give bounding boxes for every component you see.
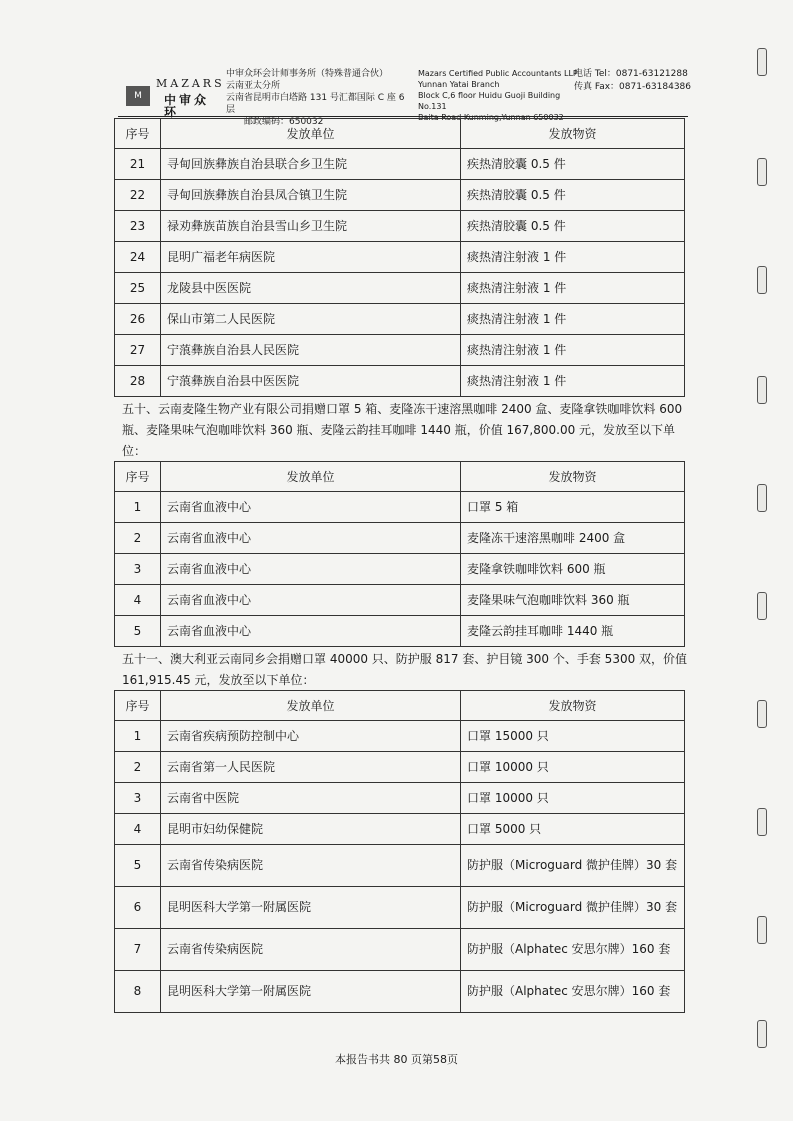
row-number: 1	[115, 721, 161, 752]
row-number: 5	[115, 616, 161, 647]
row-number: 1	[115, 492, 161, 523]
table-row	[115, 335, 685, 366]
row-item: 痰热清注射液 1 件	[461, 366, 685, 397]
row-item: 疾热清胶囊 0.5 件	[461, 180, 685, 211]
table-row	[115, 585, 685, 616]
table-row	[115, 273, 685, 304]
firm-logo	[118, 68, 225, 119]
table-row	[115, 366, 685, 397]
table-row	[115, 783, 685, 814]
section-50-paragraph: 五十、云南麦隆生物产业有限公司捐赠口罩 5 箱、麦隆冻干速溶黑咖啡 2400 盒、麦隆拿铁咖啡饮料 600 瓶、麦隆果味气泡咖啡饮料 360 瓶、麦隆云韵挂耳咖啡 1440 瓶，价值 167,800.00 元，发放至以下单位：	[122, 402, 683, 458]
table-row	[115, 523, 685, 554]
table-row	[115, 211, 685, 242]
row-unit: 昆明医科大学第一附属医院	[161, 971, 461, 1013]
row-number: 3	[115, 783, 161, 814]
row-item: 痰热清注射液 1 件	[461, 273, 685, 304]
row-number: 7	[115, 929, 161, 971]
table-row	[115, 149, 685, 180]
binder-hole	[757, 266, 767, 294]
row-item: 防护服（Alphatec 安思尔牌）160 套	[461, 929, 685, 971]
letterhead	[118, 60, 692, 127]
row-number: 27	[115, 335, 161, 366]
row-unit: 云南省血液中心	[161, 616, 461, 647]
row-number: 4	[115, 814, 161, 845]
row-item: 口罩 5000 只	[461, 814, 685, 845]
header-item: 发放物资	[461, 691, 685, 721]
table-row	[115, 814, 685, 845]
row-number: 5	[115, 845, 161, 887]
address-en-2: Baita Road Kunming,Yunnan 650032	[418, 113, 564, 122]
row-item: 麦隆果味气泡咖啡饮料 360 瓶	[461, 585, 685, 616]
row-item: 口罩 5 箱	[461, 492, 685, 523]
row-unit: 宁蒗彝族自治县人民医院	[161, 335, 461, 366]
logo-brand: MAZARS	[156, 77, 225, 90]
row-unit: 保山市第二人民医院	[161, 304, 461, 335]
table-header-row	[115, 691, 685, 721]
row-unit: 禄劝彝族苗族自治县雪山乡卫生院	[161, 211, 461, 242]
binder-hole	[757, 376, 767, 404]
table-header-row	[115, 119, 685, 149]
binder-hole	[757, 592, 767, 620]
firm-info-en	[418, 68, 578, 123]
row-item: 疾热清胶囊 0.5 件	[461, 211, 685, 242]
row-number: 6	[115, 887, 161, 929]
section-51-paragraph: 五十一、澳大利亚云南同乡会捐赠口罩 40000 只、防护服 817 套、护目镜 300 个、手套 5300 双，价值 161,915.45 元，发放至以下单位：	[122, 652, 688, 687]
header-no: 序号	[115, 691, 161, 721]
row-number: 26	[115, 304, 161, 335]
binder-hole	[757, 700, 767, 728]
table-row	[115, 616, 685, 647]
distribution-table-3	[114, 690, 685, 1013]
binder-hole	[757, 1020, 767, 1048]
table-row	[115, 971, 685, 1013]
table-row	[115, 845, 685, 887]
row-number: 22	[115, 180, 161, 211]
row-unit: 云南省传染病医院	[161, 929, 461, 971]
header-item: 发放物资	[461, 119, 685, 149]
row-number: 28	[115, 366, 161, 397]
table-row	[115, 242, 685, 273]
row-unit: 昆明广福老年病医院	[161, 242, 461, 273]
row-unit: 云南省疾病预防控制中心	[161, 721, 461, 752]
row-unit: 龙陵县中医医院	[161, 273, 461, 304]
contact-info	[574, 68, 694, 94]
row-number: 25	[115, 273, 161, 304]
binder-hole	[757, 48, 767, 76]
header-no: 序号	[115, 462, 161, 492]
table-row	[115, 752, 685, 783]
row-item: 麦隆拿铁咖啡饮料 600 瓶	[461, 554, 685, 585]
table-row	[115, 721, 685, 752]
table-row	[115, 929, 685, 971]
header-unit: 发放单位	[161, 691, 461, 721]
row-unit: 云南省血液中心	[161, 585, 461, 616]
row-number: 23	[115, 211, 161, 242]
header-unit: 发放单位	[161, 119, 461, 149]
row-unit: 宁蒗彝族自治县中医医院	[161, 366, 461, 397]
table-row	[115, 180, 685, 211]
fax: 传真 Fax：0871-63184386	[574, 82, 692, 92]
row-unit: 云南省传染病医院	[161, 845, 461, 887]
row-number: 2	[115, 752, 161, 783]
address-en-1: Block C,6 floor Huidu Guoji Building No.131	[418, 91, 561, 111]
row-unit: 云南省血液中心	[161, 554, 461, 585]
binder-hole	[757, 808, 767, 836]
table-row	[115, 554, 685, 585]
row-unit: 寻甸回族彝族自治县联合乡卫生院	[161, 149, 461, 180]
row-number: 21	[115, 149, 161, 180]
row-item: 痰热清注射液 1 件	[461, 335, 685, 366]
logo-mark-icon: M	[126, 86, 150, 106]
table-header-row	[115, 462, 685, 492]
row-number: 2	[115, 523, 161, 554]
row-unit: 寻甸回族彝族自治县凤合镇卫生院	[161, 180, 461, 211]
table-row	[115, 492, 685, 523]
row-unit: 昆明医科大学第一附属医院	[161, 887, 461, 929]
page-footer: 本报告书共 80 页第58页	[335, 1053, 458, 1066]
distribution-table-1	[114, 118, 685, 397]
row-number: 3	[115, 554, 161, 585]
row-item: 口罩 10000 只	[461, 783, 685, 814]
row-item: 疾热清胶囊 0.5 件	[461, 149, 685, 180]
row-item: 防护服（Microguard 微护佳牌）30 套	[461, 887, 685, 929]
binder-hole	[757, 158, 767, 186]
row-item: 口罩 10000 只	[461, 752, 685, 783]
row-unit: 昆明市妇幼保健院	[161, 814, 461, 845]
tel: 电话 Tel：0871-63121288	[574, 69, 688, 79]
row-item: 麦隆冻干速溶黑咖啡 2400 盒	[461, 523, 685, 554]
distribution-table-2	[114, 461, 685, 647]
header-item: 发放物资	[461, 462, 685, 492]
row-unit: 云南省第一人民医院	[161, 752, 461, 783]
header-no: 序号	[115, 119, 161, 149]
firm-name-en: Mazars Certified Public Accountants LLP	[418, 69, 578, 78]
header-unit: 发放单位	[161, 462, 461, 492]
firm-name-cn: 中审众环会计师事务所（特殊普通合伙）	[226, 69, 389, 79]
binder-hole	[757, 484, 767, 512]
binder-hole	[757, 916, 767, 944]
postcode-cn: 邮政编码：650032	[244, 117, 324, 127]
header-rule	[118, 116, 688, 117]
row-item: 防护服（Microguard 微护佳牌）30 套	[461, 845, 685, 887]
logo-brand-cn: 中审众环	[164, 93, 210, 119]
address-cn: 云南省昆明市白塔路 131 号汇都国际 C 座 6 层	[226, 93, 405, 115]
row-number: 4	[115, 585, 161, 616]
row-unit: 云南省血液中心	[161, 492, 461, 523]
row-number: 24	[115, 242, 161, 273]
table-row	[115, 887, 685, 929]
row-item: 防护服（Alphatec 安思尔牌）160 套	[461, 971, 685, 1013]
row-unit: 云南省中医院	[161, 783, 461, 814]
row-item: 麦隆云韵挂耳咖啡 1440 瓶	[461, 616, 685, 647]
row-unit: 云南省血液中心	[161, 523, 461, 554]
row-item: 痰热清注射液 1 件	[461, 242, 685, 273]
row-item: 痰热清注射液 1 件	[461, 304, 685, 335]
row-number: 8	[115, 971, 161, 1013]
branch-name-cn: 云南亚太分所	[226, 81, 281, 91]
branch-name-en: Yunnan Yatai Branch	[418, 80, 500, 89]
table-row	[115, 304, 685, 335]
row-item: 口罩 15000 只	[461, 721, 685, 752]
